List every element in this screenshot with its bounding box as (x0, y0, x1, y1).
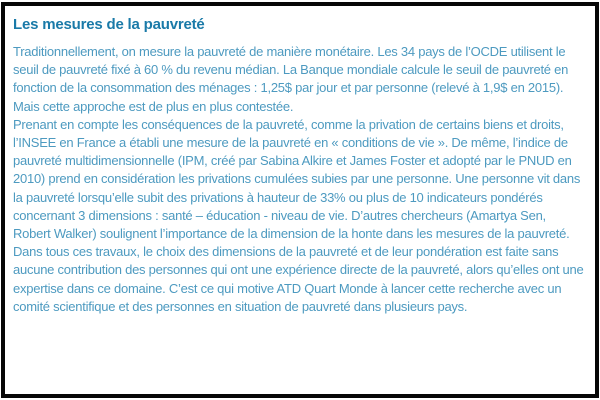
article-paragraph: Prenant en compte les conséquences de la pauvreté, comme la privation de certains biens et droits, l’INSEE en France a établi une mesure de la pauvreté en « conditions de vie ». De même, l’indice de pauvreté multidimensionnelle (IPM, créé par Sabina Alkire et James Foster et adopté par le PNUD en 2010) prend en considération les privations cumulées subies par une personne. Une personne vit dans la pauvreté lorsqu’elle subit des privations à hauteur de 33% ou plus de 10 indicateurs pondérés concernant 3 dimensions : santé – éducation - niveau de vie. D’autres chercheurs (Amartya Sen, Robert Walker) soulignent l’importance de la dimension de la honte dans les mesures de la pauvreté. (13, 116, 581, 242)
article-content (5, 6, 595, 322)
article-paragraph: Traditionnellement, on mesure la pauvreté de manière monétaire. Les 34 pays de l’OCDE utilisent le seuil de pauvreté fixé à 60 % du revenu médian. La Banque mondiale calcule le seuil de pauvreté en fonction de la consommation des ménages : 1,25$ par jour et par personne (relevé à 1,9$ en 2015). Mais cette approche est de plus en plus contestée. (13, 44, 569, 114)
article-paragraph: Dans tous ces travaux, le choix des dimensions de la pauvreté et de leur pondération est faite sans aucune contribution des personnes qui ont une expérience directe de la pauvreté, alors qu’elles ont une expertise dans ce domaine. C’est ce qui motive ATD Quart Monde à lancer cette recherche avec un comité scientifique et des personnes en situation de pauvreté dans plusieurs pays. (13, 244, 584, 314)
article-title: Les mesures de la pauvreté (13, 16, 205, 33)
article-body (13, 43, 584, 316)
article-frame (1, 2, 599, 398)
